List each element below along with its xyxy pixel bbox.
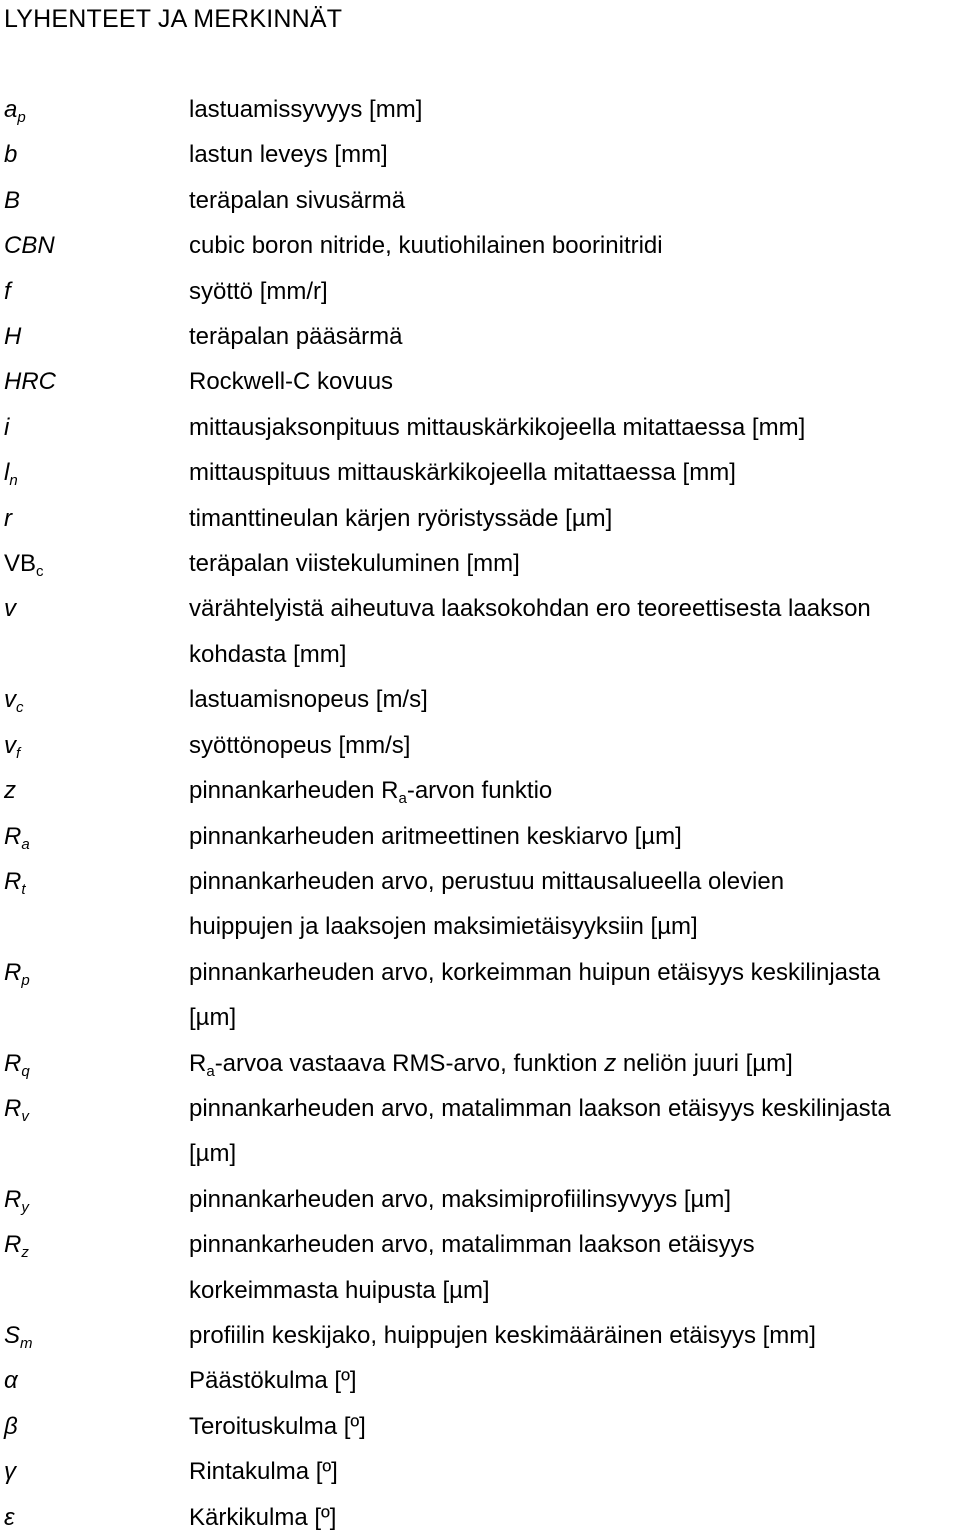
entry-description-line: teräpalan sivusärmä: [189, 186, 406, 214]
entry-symbol-main: v: [4, 595, 16, 623]
entry-symbol-main: ε: [4, 1503, 15, 1531]
abbreviation-entry: [0, 450, 960, 495]
entry-symbol: [0, 223, 189, 268]
entry-description-line: Rockwell-C kovuus: [189, 368, 394, 396]
entry-description: [189, 269, 960, 314]
entry-description-line: cubic boron nitride, kuutiohilainen boorinitridi: [189, 232, 663, 260]
entry-symbol: [0, 677, 189, 722]
entry-symbol-main: R: [4, 1049, 22, 1077]
entry-description-line: pinnankarheuden arvo, matalimman laakson etäisyys keskilinjasta: [189, 1094, 891, 1122]
abbreviation-entry: [0, 859, 960, 950]
description-subscript: a: [206, 1062, 215, 1080]
entry-symbol: [0, 541, 189, 586]
entry-symbol-main: R: [4, 822, 22, 850]
entry-description-line: pinnankarheuden arvo, maksimiprofiilinsyvyys [µm]: [189, 1185, 732, 1213]
entry-description: [189, 1495, 960, 1540]
entry-symbol-main: S: [4, 1321, 21, 1349]
description-subscript: a: [398, 790, 407, 808]
entry-symbol-main: R: [4, 1185, 22, 1213]
description-text: -arvoa vastaava RMS-arvo, funktion: [214, 1049, 605, 1077]
entry-symbol: [0, 1313, 189, 1358]
entry-description-line: [µm]: [189, 1140, 237, 1168]
entry-description-line: syöttönopeus [mm/s]: [189, 731, 411, 759]
abbreviation-entry: [0, 496, 960, 541]
entry-description-line: Päästökulma [º]: [189, 1367, 357, 1395]
entry-symbol: [0, 1404, 189, 1449]
entry-symbol-main: a: [4, 96, 18, 123]
entry-symbol-subscript: t: [21, 880, 26, 898]
entry-symbol: [0, 1177, 189, 1222]
abbreviation-entry: [0, 132, 960, 177]
entry-description: [189, 723, 960, 768]
entry-symbol-main: r: [4, 504, 12, 532]
abbreviation-entry: [0, 405, 960, 450]
abbreviation-entry: [0, 586, 960, 677]
entry-description: [189, 359, 960, 404]
entry-description: [189, 1177, 960, 1222]
entry-description-line: [µm]: [189, 1004, 237, 1032]
entry-description-line: huippujen ja laaksojen maksimietäisyyksiin [µm]: [189, 913, 698, 941]
entry-description-line: korkeimmasta huipusta [µm]: [189, 1276, 490, 1304]
abbreviation-entry: [0, 1449, 960, 1494]
abbreviation-entry: [0, 1313, 960, 1358]
abbreviation-entry: [0, 269, 960, 314]
entry-description-line: pinnankarheuden arvo, perustuu mittausalueella olevien: [189, 867, 785, 895]
abbreviation-list: [0, 87, 960, 1540]
entry-symbol-main: v: [4, 686, 16, 714]
entry-description-line: teräpalan viistekuluminen [mm]: [189, 550, 520, 578]
entry-symbol-main: f: [4, 277, 11, 305]
entry-symbol: [0, 314, 189, 359]
description-text: neliön juuri [µm]: [616, 1049, 793, 1077]
description-variable: z: [604, 1049, 617, 1077]
entry-description-line: profiilin keskijako, huippujen keskimääräinen etäisyys [mm]: [189, 1321, 816, 1349]
description-text: R: [189, 1049, 207, 1077]
entry-symbol-subscript: p: [21, 971, 30, 989]
entry-description: [189, 314, 960, 359]
abbreviation-entry: [0, 1222, 960, 1313]
abbreviation-entry: [0, 1358, 960, 1403]
entry-description: [189, 496, 960, 541]
abbreviation-entry: [0, 723, 960, 768]
entry-symbol-subscript: c: [36, 563, 44, 581]
entry-description-line: Rintakulma [º]: [189, 1458, 338, 1486]
abbreviation-entry: [0, 223, 960, 268]
entry-description: [189, 541, 960, 586]
entry-description-line: mittausjaksonpituus mittauskärkikojeella mitattaessa [mm]: [189, 413, 806, 441]
entry-description: [189, 87, 960, 132]
entry-symbol-main: b: [4, 141, 18, 169]
abbreviation-entry: [0, 814, 960, 859]
entry-symbol-subscript: f: [16, 744, 21, 762]
entry-description-line: [189, 768, 960, 813]
entry-description: [189, 1449, 960, 1494]
entry-symbol-main: R: [4, 1094, 22, 1122]
entry-description-line: lastun leveys [mm]: [189, 141, 388, 169]
entry-symbol: [0, 1222, 189, 1267]
description-text: -arvon funktio: [406, 777, 553, 805]
entry-description-line: Kärkikulma [º]: [189, 1503, 337, 1531]
entry-symbol-main: R: [4, 867, 22, 895]
abbreviation-entry: [0, 541, 960, 586]
entry-symbol: [0, 586, 189, 631]
entry-description-line: timanttineulan kärjen ryöristyssäde [µm]: [189, 504, 613, 532]
entry-symbol-main: H: [4, 323, 22, 351]
entry-symbol-subscript: m: [20, 1334, 33, 1352]
entry-symbol: [0, 178, 189, 223]
entry-description: [189, 768, 960, 813]
entry-symbol-main: VB: [4, 550, 37, 578]
entry-description: [189, 1313, 960, 1358]
entry-symbol: [0, 359, 189, 404]
abbreviation-entry: [0, 178, 960, 223]
page-title: LYHENTEET JA MERKINNÄT: [4, 5, 343, 33]
entry-symbol: [0, 859, 189, 904]
entry-symbol: [0, 405, 189, 450]
entry-description: [189, 586, 960, 677]
abbreviation-entry: [0, 950, 960, 1041]
entry-symbol: [0, 450, 189, 495]
entry-description: [189, 1222, 960, 1313]
entry-description-line: lastuamissyvyys [mm]: [189, 96, 423, 123]
entry-symbol-subscript: a: [21, 835, 30, 853]
description-text: pinnankarheuden R: [189, 777, 399, 805]
entry-description-line: teräpalan pääsärmä: [189, 323, 403, 351]
entry-symbol-subscript: p: [17, 109, 26, 126]
entry-description-line: pinnankarheuden aritmeettinen keskiarvo [µm]: [189, 822, 682, 850]
abbreviation-entry: [0, 359, 960, 404]
entry-symbol: [0, 496, 189, 541]
abbreviation-entry: [0, 1086, 960, 1177]
entry-symbol-main: v: [4, 731, 16, 759]
entry-description: [189, 1086, 960, 1177]
entry-symbol-main: R: [4, 958, 22, 986]
entry-symbol: [0, 950, 189, 995]
entry-symbol: [0, 1449, 189, 1494]
entry-description-line: Teroituskulma [º]: [189, 1412, 366, 1440]
abbreviation-entry: [0, 1404, 960, 1449]
entry-description: [189, 1358, 960, 1403]
entry-description-line: värähtelyistä aiheutuva laaksokohdan ero teoreettisesta laakson: [189, 595, 871, 623]
entry-description-line: [189, 1041, 960, 1086]
entry-description: [189, 1404, 960, 1449]
abbreviation-entry: [0, 1495, 960, 1540]
entry-description-line: pinnankarheuden arvo, korkeimman huipun etäisyys keskilinjasta: [189, 958, 881, 986]
entry-symbol-main: β: [4, 1412, 18, 1440]
abbreviation-entry: [0, 1177, 960, 1222]
entry-symbol-subscript: n: [9, 472, 18, 490]
entry-symbol: [0, 87, 189, 132]
entry-symbol: [0, 1358, 189, 1403]
abbreviation-entry: [0, 768, 960, 813]
entry-description: [189, 1041, 960, 1086]
abbreviation-entry: [0, 314, 960, 359]
entry-symbol-main: HRC: [4, 368, 56, 396]
entry-description: [189, 132, 960, 177]
abbreviation-entry: [0, 87, 960, 132]
entry-symbol: [0, 723, 189, 768]
entry-symbol: [0, 1495, 189, 1540]
entry-description: [189, 859, 960, 950]
entry-description: [189, 223, 960, 268]
entry-description-line: pinnankarheuden arvo, matalimman laakson etäisyys: [189, 1231, 755, 1259]
entry-symbol-main: z: [4, 777, 16, 805]
entry-symbol-subscript: c: [16, 699, 24, 717]
entry-description: [189, 814, 960, 859]
abbreviation-entry: [0, 677, 960, 722]
entry-description-line: lastuamisnopeus [m/s]: [189, 686, 428, 714]
entry-symbol: [0, 1086, 189, 1131]
entry-symbol-main: CBN: [4, 232, 55, 260]
entry-description: [189, 950, 960, 1041]
entry-symbol: [0, 768, 189, 813]
entry-description: [189, 677, 960, 722]
entry-symbol-main: l: [4, 459, 10, 487]
entry-symbol-subscript: y: [21, 1198, 29, 1216]
entry-symbol: [0, 269, 189, 314]
entry-symbol-main: B: [4, 186, 21, 214]
entry-description: [189, 450, 960, 495]
entry-description: [189, 178, 960, 223]
entry-symbol-subscript: q: [21, 1062, 30, 1080]
abbreviation-entry: [0, 1041, 960, 1086]
entry-description-line: mittauspituus mittauskärkikojeella mitattaessa [mm]: [189, 459, 736, 487]
entry-symbol: [0, 1041, 189, 1086]
entry-description-line: kohdasta [mm]: [189, 640, 347, 668]
entry-symbol-subscript: v: [21, 1107, 29, 1125]
entry-symbol: [0, 814, 189, 859]
entry-symbol-main: R: [4, 1231, 22, 1259]
entry-symbol-subscript: z: [21, 1244, 29, 1262]
entry-description: [189, 405, 960, 450]
entry-description-line: syöttö [mm/r]: [189, 277, 328, 305]
entry-symbol: [0, 132, 189, 177]
entry-symbol-main: i: [4, 413, 10, 441]
entry-symbol-main: γ: [4, 1458, 16, 1486]
entry-symbol-main: α: [4, 1367, 18, 1395]
